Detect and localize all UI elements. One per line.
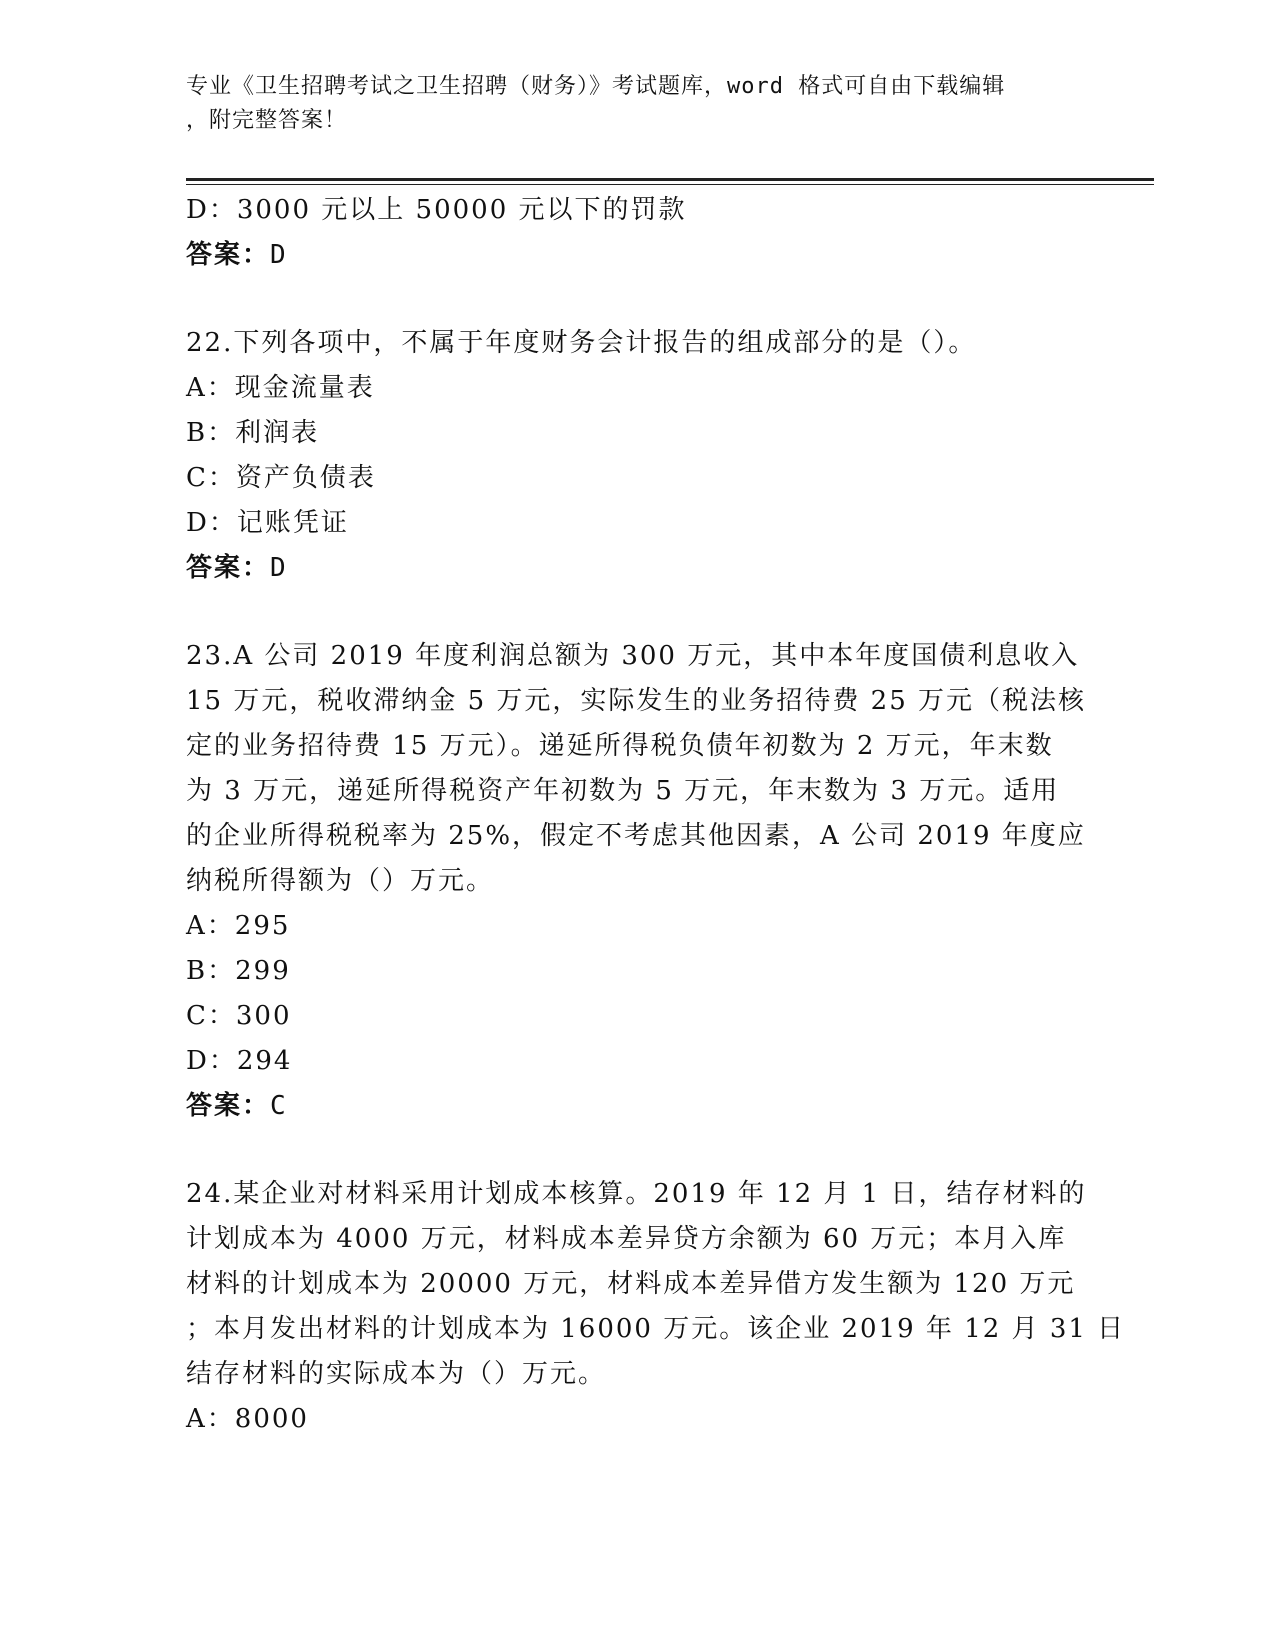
question-stem	[186, 321, 1086, 366]
spacer	[186, 278, 1086, 321]
answer-line	[186, 1084, 1086, 1129]
option-a: A：295	[186, 911, 291, 941]
option-d: D：294	[186, 1046, 293, 1076]
option-a: A：8000	[186, 1404, 309, 1434]
stem-line: 15 万元，税收滞纳金 5 万元，实际发生的业务招待费 25 万元（税法核	[186, 686, 1087, 716]
header-divider-thin	[186, 184, 1154, 185]
option-c: C：资产负债表	[186, 463, 376, 493]
option-d: D：3000 元以上 50000 元以下的罚款	[186, 195, 687, 225]
stem-line: 纳税所得额为（）万元。	[186, 866, 495, 896]
answer-value: D	[270, 553, 288, 583]
header-title-line-2: ，附完整答案！	[186, 108, 348, 133]
spacer	[186, 1129, 1086, 1172]
question-24	[186, 1172, 1126, 1442]
stem-line: 24.某企业对材料采用计划成本核算。2019 年 12 月 1 日，结存材料的	[186, 1179, 1087, 1209]
answer-value: C	[270, 1091, 288, 1121]
answer-line	[186, 546, 1086, 591]
stem-line: 的企业所得税税率为 25%，假定不考虑其他因素，A 公司 2019 年度应	[186, 821, 1086, 851]
question-stem	[186, 1172, 1126, 1397]
stem-line: 计划成本为 4000 万元，材料成本差异贷方余额为 60 万元；本月入库	[186, 1224, 1067, 1254]
stem-line: 材料的计划成本为 20000 万元，材料成本差异借方发生额为 120 万元	[186, 1269, 1076, 1299]
question-stem	[186, 634, 1086, 904]
spacer	[186, 591, 1086, 634]
stem-line: ；本月发出材料的计划成本为 16000 万元。该企业 2019 年 12 月 31 日	[186, 1314, 1126, 1344]
stem-line: 22.下列各项中，不属于年度财务会计报告的组成部分的是（）。	[186, 328, 977, 358]
stem-line: 定的业务招待费 15 万元）。递延所得税负债年初数为 2 万元，年末数	[186, 731, 1054, 761]
question-23	[186, 634, 1086, 1129]
stem-line: 结存材料的实际成本为（）万元。	[186, 1359, 607, 1389]
answer-label: 答案：	[186, 553, 271, 583]
document-header	[186, 70, 1086, 138]
stem-line: 23.A 公司 2019 年度利润总额为 300 万元，其中本年度国债利息收入	[186, 641, 1080, 671]
question-22	[186, 321, 1086, 591]
option-b: B：利润表	[186, 418, 320, 448]
header-title-line-1: 专业《卫生招聘考试之卫生招聘（财务）》考试题库，word 格式可自由下载编辑	[186, 74, 1006, 99]
option-a: A：现金流量表	[186, 373, 375, 403]
option-b: B：299	[186, 956, 291, 986]
answer-label: 答案：	[186, 1091, 271, 1121]
answer-value: D	[270, 240, 288, 270]
option-c: C：300	[186, 1001, 292, 1031]
question-21-tail	[186, 188, 1086, 278]
header-divider-thick	[186, 178, 1154, 181]
question-content	[186, 188, 1126, 1442]
answer-label: 答案：	[186, 240, 271, 270]
answer-line	[186, 233, 1086, 278]
stem-line: 为 3 万元，递延所得税资产年初数为 5 万元，年末数为 3 万元。适用	[186, 776, 1060, 806]
option-d: D：记账凭证	[186, 508, 349, 538]
